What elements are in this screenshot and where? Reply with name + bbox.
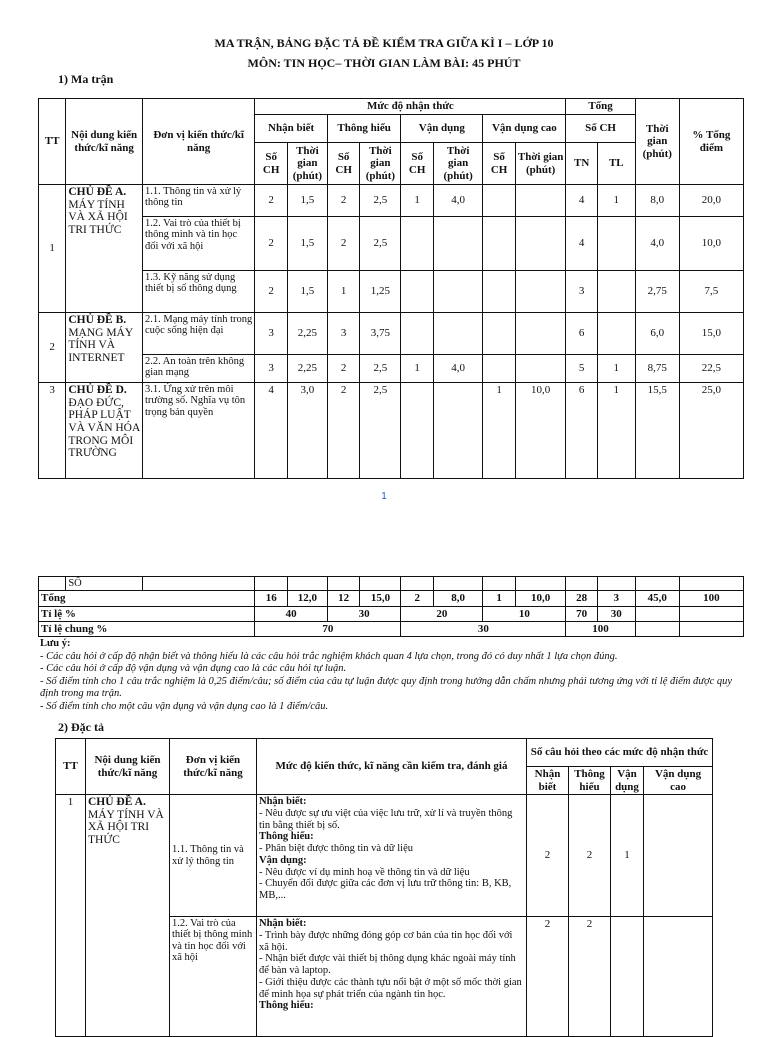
ratio-label: Tỉ lệ % <box>39 606 255 621</box>
cell: 4,0 <box>635 217 679 271</box>
cell: 30 <box>401 621 566 636</box>
header-total: Tổng <box>566 99 635 115</box>
topic-cell <box>66 185 143 313</box>
document-title-line-1: MA TRẬN, BẢNG ĐẶC TẢ ĐỀ KIỂM TRA GIỮA KÌ I – LỚP 10 <box>214 36 554 50</box>
header-vdc-t: Thời gian (phút) <box>515 143 566 185</box>
topic-cell <box>66 383 143 479</box>
cell: 45,0 <box>635 591 679 606</box>
header-th-n: Số CH <box>327 143 360 185</box>
header-vdc-n: Số CH <box>483 143 516 185</box>
cell: 2 <box>255 217 288 271</box>
level-label: Nhận biết: <box>259 796 307 807</box>
spec-unit-cell: 1.2. Vai trò của thiết bị thông minh và tin học đối với xã hội <box>170 917 257 1037</box>
cell <box>679 621 743 636</box>
cont-cell <box>635 577 679 591</box>
cell: 1 <box>597 355 635 383</box>
unit-cell: 1.3. Kỹ năng sử dụng thiết bị số thông dụng <box>142 271 254 313</box>
note-item: - Số điểm tính cho một câu vận dụng và vận dụng cao là 1 điểm/câu. <box>40 700 329 712</box>
topic-name: MÁY TÍNH VÀ XÃ HỘI TRI THỨC <box>68 198 128 236</box>
header-tn: TN <box>566 143 598 185</box>
spec-row-tt: 1 <box>56 795 86 1037</box>
cell <box>483 185 516 217</box>
cell <box>401 383 434 479</box>
cell <box>433 313 482 355</box>
notes-heading: Lưu ý: <box>40 638 71 649</box>
header-th-t: Thời gian (phút) <box>360 143 401 185</box>
spec-header-vd: Vận dụng <box>611 767 644 795</box>
cont-cell <box>433 577 482 591</box>
cell: 3 <box>327 313 360 355</box>
cell: 100 <box>566 621 635 636</box>
topic-cell <box>66 313 143 383</box>
cell <box>644 795 713 917</box>
common-ratio-row <box>39 621 744 636</box>
cell <box>401 271 434 313</box>
cell: 2,5 <box>360 217 401 271</box>
cont-cell <box>515 577 565 591</box>
header-th: Thông hiểu <box>327 115 401 143</box>
cell <box>635 606 679 621</box>
cell: 70 <box>566 606 598 621</box>
cell: 1 <box>401 355 434 383</box>
spec-line: - Nhận biết được vài thiết bị thông dụng khác ngoài máy tính để bàn và laptop. <box>259 953 516 976</box>
cell <box>483 217 516 271</box>
cell: 2,25 <box>287 355 327 383</box>
cell: 3,0 <box>287 383 327 479</box>
note-item: - Các câu hỏi ở cấp độ vận dụng và vận dụng cao là các câu hỏi tự luận. <box>40 663 347 675</box>
cont-cell <box>255 577 288 591</box>
cell: 4 <box>255 383 288 479</box>
cont-cell <box>360 577 401 591</box>
table-row <box>39 313 744 355</box>
header-total-time: Thời gian (phút) <box>635 99 679 185</box>
unit-cell: 2.1. Mạng máy tính trong cuộc sống hiện đại <box>142 313 254 355</box>
common-ratio-label: Tỉ lệ chung % <box>39 621 255 636</box>
header-percent: % Tổng điểm <box>679 99 743 185</box>
cell <box>433 271 482 313</box>
cell: 8,0 <box>635 185 679 217</box>
cell <box>401 217 434 271</box>
cell: 5 <box>566 355 598 383</box>
cell: 100 <box>679 591 743 606</box>
cell: 3 <box>566 271 598 313</box>
cell: 15,5 <box>635 383 679 479</box>
cell <box>483 355 516 383</box>
cont-cell <box>679 577 743 591</box>
cell <box>635 621 679 636</box>
cell: 1 <box>483 591 516 606</box>
cell <box>515 217 566 271</box>
cell: 6 <box>566 313 598 355</box>
cont-cell <box>327 577 360 591</box>
cell: 2 <box>327 383 360 479</box>
notes-block <box>40 638 745 714</box>
header-tl: TL <box>597 143 635 185</box>
cell: 2 <box>327 355 360 383</box>
cell: 15,0 <box>360 591 401 606</box>
unit-cell: 2.2. An toàn trên không gian mạng <box>142 355 254 383</box>
page-number: 1 <box>381 491 387 502</box>
cell: 2 <box>255 185 288 217</box>
cell: 1 <box>597 383 635 479</box>
row-tt: 3 <box>39 383 66 479</box>
row-tt: 2 <box>39 313 66 383</box>
cell: 2,25 <box>287 313 327 355</box>
spec-line: - Phân biệt được thông tin và dữ liệu <box>259 843 413 854</box>
header-vd-t: Thời gian (phút) <box>433 143 482 185</box>
cell: 1,5 <box>287 217 327 271</box>
total-row <box>39 591 744 606</box>
header-nb-t: Thời gian (phút) <box>287 143 327 185</box>
header-level: Mức độ nhận thức <box>255 99 566 115</box>
spec-header-count: Số câu hỏi theo các mức độ nhận thức <box>527 739 713 767</box>
header-vdc: Vận dụng cao <box>483 115 566 143</box>
cell: 10,0 <box>515 591 565 606</box>
cell: 6 <box>566 383 598 479</box>
cell: 2,5 <box>360 383 401 479</box>
cell: 12,0 <box>287 591 327 606</box>
ratio-row <box>39 606 744 621</box>
header-nb-n: Số CH <box>255 143 288 185</box>
cell: 15,0 <box>679 313 743 355</box>
unit-cell: 1.2. Vai trò của thiết bị thông minh và tin học đối với xã hội <box>142 217 254 271</box>
cell: 6,0 <box>635 313 679 355</box>
cell <box>597 217 635 271</box>
spec-header-tt: TT <box>56 739 86 795</box>
cont-cell <box>597 577 635 591</box>
cell: 4,0 <box>433 355 482 383</box>
note-item: - Số điểm tính cho 1 câu trắc nghiệm là 0,25 điểm/câu; số điểm của câu tự luận được quy định trong hướng dẫn chấm nhưng phải tương ứng với tỉ lệ điểm được quy định trong ma trận. <box>40 675 733 700</box>
topic-title: CHỦ ĐỀ A. <box>68 186 127 198</box>
header-socau: Số CH <box>566 115 635 143</box>
cell: 1 <box>597 185 635 217</box>
spec-header-level: Mức độ kiến thức, kĩ năng cần kiểm tra, đánh giá <box>257 739 527 795</box>
cell <box>433 383 482 479</box>
cell: 2 <box>401 591 434 606</box>
spec-topic-cell <box>86 795 170 1037</box>
cell: 1 <box>483 383 516 479</box>
cell <box>483 271 516 313</box>
total-label: Tổng <box>39 591 255 606</box>
spec-line: - Nêu được sự ưu việt của việc lưu trữ, xử lí và truyền thông tin bằng thiết bị số. <box>259 807 513 831</box>
table-row <box>39 217 744 271</box>
cell <box>597 271 635 313</box>
cell: 4 <box>566 217 598 271</box>
cell: 3 <box>255 313 288 355</box>
cell: 3 <box>597 591 635 606</box>
spec-line: - Nêu được ví dụ minh hoạ về thông tin và dữ liệu <box>259 866 470 878</box>
spec-description-cell <box>257 795 527 917</box>
cell: 22,5 <box>679 355 743 383</box>
cell: 1 <box>611 795 644 917</box>
cell: 40 <box>255 606 327 621</box>
cell: 1,5 <box>287 271 327 313</box>
section-heading-spec: 2) Đặc tả <box>58 720 104 734</box>
spec-table <box>55 738 713 1037</box>
row-tt: 1 <box>39 185 66 313</box>
cont-cell <box>483 577 516 591</box>
cell: 8,0 <box>433 591 482 606</box>
cell: 1,25 <box>360 271 401 313</box>
cell: 7,5 <box>679 271 743 313</box>
section-heading-matrix: 1) Ma trận <box>58 72 114 86</box>
header-vd-n: Số CH <box>401 143 434 185</box>
unit-cell: 1.1. Thông tin và xử lý thông tin <box>142 185 254 217</box>
cell: 30 <box>327 606 401 621</box>
table-row <box>39 271 744 313</box>
cell: 2 <box>569 795 611 917</box>
cell <box>597 313 635 355</box>
cell: 1 <box>401 185 434 217</box>
cell <box>433 217 482 271</box>
cell: 2 <box>255 271 288 313</box>
cell <box>515 185 566 217</box>
table-row <box>39 185 744 217</box>
cont-topic-cell: SỐ <box>66 577 143 591</box>
cell: 4,0 <box>433 185 482 217</box>
cell: 70 <box>255 621 401 636</box>
level-label: Vận dụng: <box>259 854 307 866</box>
header-unit: Đơn vị kiến thức/kĩ năng <box>142 99 254 185</box>
cell <box>611 917 644 1037</box>
cell: 2,75 <box>635 271 679 313</box>
cell: 4 <box>566 185 598 217</box>
note-item: - Các câu hỏi ở cấp độ nhận biết và thông hiểu là các câu hỏi trắc nghiệm khách quan 4 lựa chọn, trong đó có duy nhất 1 lựa chọn đúng. <box>40 650 618 662</box>
header-nb: Nhận biết <box>255 115 327 143</box>
spec-line: - Trình bày được những đóng góp cơ bản của tin học đối với xã hội. <box>259 929 513 953</box>
cell <box>515 313 566 355</box>
cell: 2,5 <box>360 185 401 217</box>
cell: 20 <box>401 606 483 621</box>
topic-name: ĐẠO ĐỨC, PHÁP LUẬT VÀ VĂN HÓA TRONG MÔI TRƯỜNG <box>68 396 140 460</box>
cell <box>679 606 743 621</box>
topic-title: CHỦ ĐỀ A. <box>88 796 146 808</box>
cell: 12 <box>327 591 360 606</box>
cell: 20,0 <box>679 185 743 217</box>
spec-unit-cell: 1.1. Thông tin và xử lý thông tin <box>170 795 257 917</box>
spec-header-unit: Đơn vị kiến thức/kĩ năng <box>170 739 257 795</box>
spec-description-cell <box>257 917 527 1037</box>
cell: 16 <box>255 591 288 606</box>
cell <box>644 917 713 1037</box>
cell <box>515 355 566 383</box>
cell: 2 <box>569 917 611 1037</box>
table-row <box>56 795 713 917</box>
cell: 2 <box>527 917 569 1037</box>
cell <box>483 313 516 355</box>
cell: 10,0 <box>515 383 566 479</box>
cell <box>401 313 434 355</box>
matrix-summary-table <box>38 576 744 637</box>
spec-header-content: Nội dung kiến thức/kĩ năng <box>86 739 170 795</box>
spec-header-th: Thông hiểu <box>569 767 611 795</box>
cell <box>515 271 566 313</box>
cont-cell <box>566 577 598 591</box>
cell: 3 <box>255 355 288 383</box>
cell: 2 <box>327 185 360 217</box>
cell: 10,0 <box>679 217 743 271</box>
spec-line: - Giới thiệu được các thành tựu nổi bật ở một số mốc thời gian để minh họa sự phát triển của ngành tin học. <box>259 976 522 1000</box>
cell: 3,75 <box>360 313 401 355</box>
level-label: Thông hiểu: <box>259 1000 314 1012</box>
header-vd: Vận dụng <box>401 115 483 143</box>
level-label: Thông hiểu: <box>259 831 314 843</box>
cell: 28 <box>566 591 598 606</box>
cont-cell <box>143 577 255 591</box>
header-tt: TT <box>39 99 66 185</box>
document-title-line-2: MÔN: TIN HỌC– THỜI GIAN LÀM BÀI: 45 PHÚT <box>247 56 521 70</box>
cell: 2,5 <box>360 355 401 383</box>
cont-cell <box>39 577 66 591</box>
cell: 2 <box>527 795 569 917</box>
cell: 8,75 <box>635 355 679 383</box>
cell: 30 <box>597 606 635 621</box>
matrix-table <box>38 98 744 479</box>
unit-cell: 3.1. Ứng xử trên môi trường số. Nghĩa vụ tôn trọng bản quyền <box>142 383 254 479</box>
cell: 25,0 <box>679 383 743 479</box>
topic-title: CHỦ ĐỀ B. <box>68 314 127 326</box>
spec-header-vdc: Vận dụng cao <box>644 767 713 795</box>
table-row <box>39 383 744 479</box>
cont-cell <box>287 577 327 591</box>
topic-name: MẠNG MÁY TÍNH VÀ INTERNET <box>68 326 133 364</box>
topic-title: CHỦ ĐỀ D. <box>68 384 127 396</box>
spec-line: - Chuyển đổi được giữa các đơn vị lưu trữ thông tin: B, KB, MB,... <box>259 878 512 901</box>
table-row <box>39 355 744 383</box>
level-label: Nhận biết: <box>259 918 307 929</box>
cell: 1,5 <box>287 185 327 217</box>
cont-cell <box>401 577 434 591</box>
spec-header-nb: Nhận biết <box>527 767 569 795</box>
header-content: Nội dung kiến thức/kĩ năng <box>66 99 143 185</box>
cell: 2 <box>327 217 360 271</box>
topic-name: MÁY TÍNH VÀ XÃ HỘI TRI THỨC <box>88 808 164 846</box>
cell: 10 <box>483 606 566 621</box>
cell: 1 <box>327 271 360 313</box>
